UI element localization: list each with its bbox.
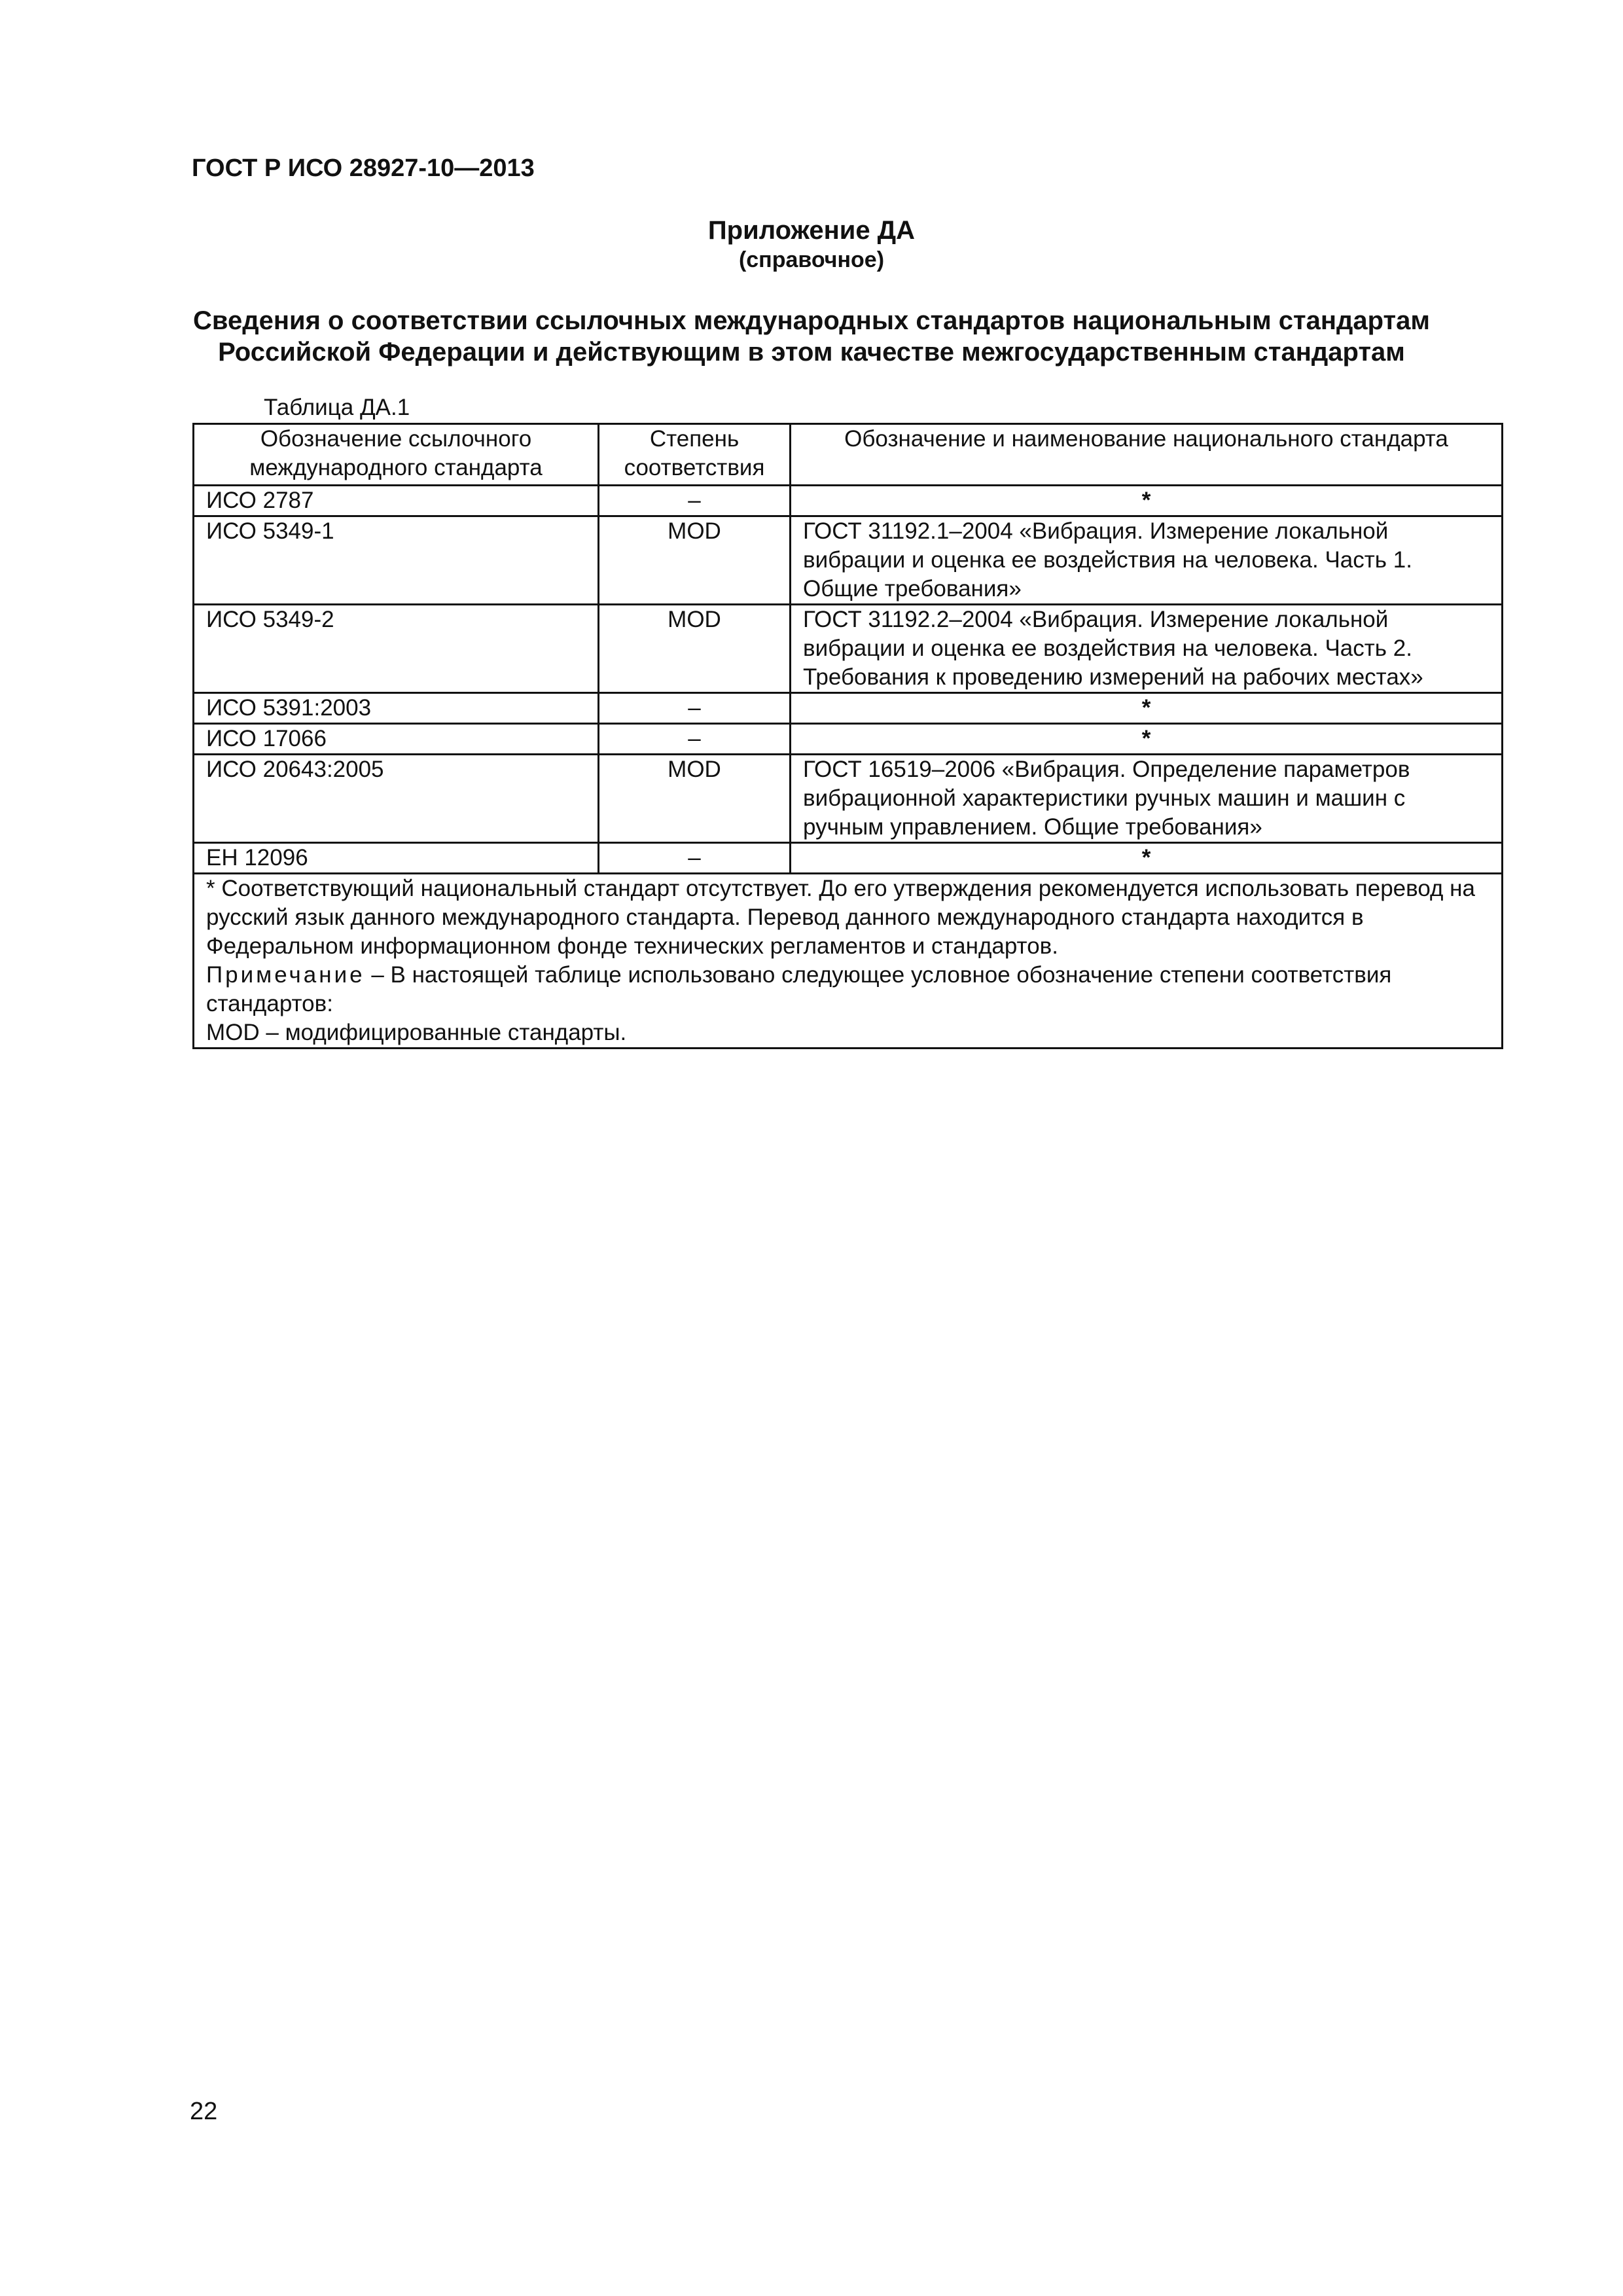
cell-international: ИСО 17066 — [194, 724, 599, 755]
section-heading-line-1: Сведения о соответствии ссылочных международных стандартов национальным стандартам — [193, 306, 1430, 335]
appendix-title: Приложение ДА — [707, 216, 916, 245]
header-degree — [599, 424, 791, 486]
cell-degree: MOD — [599, 516, 791, 605]
table-legend: MOD – модифицированные стандарты. — [206, 1020, 627, 1045]
cell-degree: – — [599, 724, 791, 755]
cell-national: ГОСТ 31192.1–2004 «Вибрация. Измерение локальной вибрации и оценка ее воздействия на человека. Часть 1. Общие требования» — [791, 516, 1503, 605]
note-text: – В настоящей таблице использовано следующее условное обозначение степени соответствия стандартов: — [206, 962, 1392, 1016]
header-international-standard — [194, 424, 599, 486]
header-international-line-1: Обозначение ссылочного — [260, 426, 532, 452]
cell-international: ЕН 12096 — [194, 843, 599, 874]
correspondence-table — [192, 423, 1503, 1049]
section-heading-line-2: Российской Федерации и действующим в этом качестве межгосударственным стандартам — [218, 338, 1405, 367]
cell-national: * — [791, 724, 1503, 755]
table-notes-row — [194, 874, 1503, 1049]
cell-national: * — [791, 486, 1503, 516]
cell-international: ИСО 5349-2 — [194, 605, 599, 693]
cell-national: * — [791, 843, 1503, 874]
table-row — [194, 486, 1503, 516]
table-row — [194, 843, 1503, 874]
table-footnote: * Соответствующий национальный стандарт отсутствует. До его утверждения рекомендуется использовать перевод на русский язык данного международного стандарта. Перевод данного международного стандарта находится в Федеральном информационном фонде технических регламентов и стандартов. — [206, 876, 1475, 959]
cell-international: ИСО 20643:2005 — [194, 755, 599, 843]
table-caption: Таблица ДА.1 — [264, 395, 410, 420]
table-header-row — [194, 424, 1503, 486]
cell-degree: – — [599, 843, 791, 874]
page-number: 22 — [190, 2098, 218, 2125]
cell-degree: MOD — [599, 755, 791, 843]
table-row — [194, 693, 1503, 724]
note-label: Примечание — [206, 962, 365, 988]
cell-degree: MOD — [599, 605, 791, 693]
header-international-line-2: международного стандарта — [249, 455, 543, 480]
cell-international: ИСО 5349-1 — [194, 516, 599, 605]
table-row — [194, 516, 1503, 605]
table-row — [194, 724, 1503, 755]
appendix-heading — [0, 215, 1623, 274]
cell-national: ГОСТ 16519–2006 «Вибрация. Определение параметров вибрационной характеристики ручных машин и машин с ручным управлением. Общие требования» — [791, 755, 1503, 843]
cell-national: ГОСТ 31192.2–2004 «Вибрация. Измерение локальной вибрации и оценка ее воздействия на человека. Часть 2. Требования к проведению измерений на рабочих местах» — [791, 605, 1503, 693]
table-row — [194, 755, 1503, 843]
header-national-standard: Обозначение и наименование национального стандарта — [791, 424, 1503, 486]
header-degree-line-1: Степень — [649, 426, 740, 452]
appendix-type: (справочное) — [738, 247, 885, 272]
document-code-header: ГОСТ Р ИСО 28927-10—2013 — [192, 154, 535, 182]
header-degree-line-2: соответствия — [624, 455, 765, 480]
cell-degree: – — [599, 693, 791, 724]
cell-international: ИСО 2787 — [194, 486, 599, 516]
cell-international: ИСО 5391:2003 — [194, 693, 599, 724]
table-notes-cell — [194, 874, 1503, 1049]
cell-national: * — [791, 693, 1503, 724]
table-note — [206, 961, 1489, 1018]
cell-degree: – — [599, 486, 791, 516]
section-heading — [0, 305, 1623, 368]
table-row — [194, 605, 1503, 693]
